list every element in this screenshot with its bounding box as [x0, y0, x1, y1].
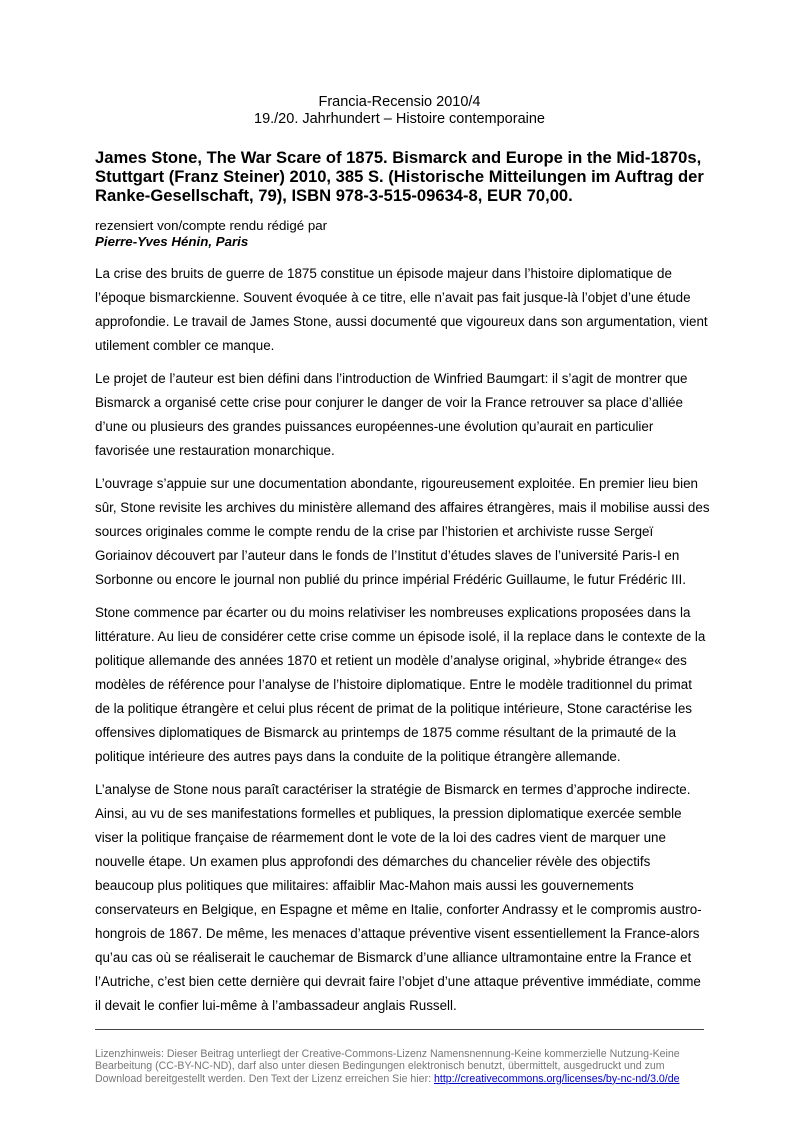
reviewer-name: Pierre-Yves Hénin, Paris [95, 234, 249, 249]
footer-divider [95, 1029, 704, 1030]
reviewer-block [95, 218, 327, 250]
license-text: Lizenzhinweis: Dieser Beitrag unterliegt der Creative-Commons-Lizenz Namensnennung-Keine kommerzielle Nutzung-Keine Bearbeitung (CC-BY-NC-ND), darf also unter diesen Bedingungen elektronisch benutzt, übermittelt, ausgedruckt und zum Download bereitgestellt werden. Den Text der Lizenz erreichen Sie hier: [95, 1048, 680, 1085]
paragraph-1: La crise des bruits de guerre de 1875 constitue un épisode majeur dans l’histoire diplomatique de l’époque bismarckienne. Souvent évoquée à ce titre, elle n’avait pas fait jusque-là l’objet d’une étude approfondie. Le travail de James Stone, aussi documenté que vigoureux dans son argumentation, vient utilement combler ce manque. [95, 266, 708, 353]
paragraph-2: Le projet de l’auteur est bien défini dans l’introduction de Winfried Baumgart: il s’agit de montrer que Bismarck a organisé cette crise pour conjurer le danger de voir la France retrouver sa place d’alliée d’une ou plusieurs des grandes puissances européennes-une évolution qu’aurait en particulier favorisée une restauration monarchique. [95, 371, 688, 458]
review-title: James Stone, The War Scare of 1875. Bismarck and Europe in the Mid-1870s, Stuttgart (Franz Steiner) 2010, 385 S. (Historische Mitteilungen im Auftrag der Ranke-Gesellschaft, 79), ISBN 978-3-515-09634-8, EUR 70,00. [95, 148, 704, 206]
license-link[interactable]: http://creativecommons.org/licenses/by-nc-nd/3.0/de [434, 1072, 680, 1085]
section-label: 19./20. Jahrhundert – Histoire contemporaine [254, 111, 545, 127]
journal-issue: Francia-Recensio 2010/4 [318, 94, 481, 110]
license-note [95, 1048, 707, 1085]
page-header [95, 94, 704, 128]
paragraph-4: Stone commence par écarter ou du moins relativiser les nombreuses explications proposées dans la littérature. Au lieu de considérer cette crise comme un épisode isolé, il la replace dans le contexte de la politique allemande des années 1870 et retient un modèle d’analyse original, »hybride étrange« des modèles de référence pour l’analyse de l’histoire diplomatique. Entre le modèle traditionnel du primat de la politique étrangère et celui plus récent de primat de la politique intérieure, Stone caractérise les offensives diplomatiques de Bismarck au printemps de 1875 comme résultant de la primauté de la politique intérieure des autres pays dans la conduite de la politique étrangère allemande. [95, 605, 706, 764]
paragraph-3: L’ouvrage s’appuie sur une documentation abondante, rigoureusement exploitée. En premier lieu bien sûr, Stone revisite les archives du ministère allemand des affaires étrangères, mais il mobilise aussi des sources originales comme le compte rendu de la crise par l’historien et archiviste russe Sergeï Goriainov découvert par l’auteur dans le fonds de l’Institut d’études slaves de l’université Paris-I en Sorbonne ou encore le journal non publié du prince impérial Frédéric Guillaume, le futur Frédéric III. [95, 476, 710, 587]
paragraph-5: L’analyse de Stone nous paraît caractériser la stratégie de Bismarck en termes d’approche indirecte. Ainsi, au vu de ses manifestations formelles et publiques, la pression diplomatique exercée semble viser la politique française de réarmement dont le vote de la loi des cadres vient de marquer une nouvelle étape. Un examen plus approfondi des démarches du chancelier révèle des objectifs beaucoup plus politiques que militaires: affaiblir Mac-Mahon mais aussi les gouvernements conservateurs en Belgique, en Espagne et même en Italie, conforter Andrassy et le compromis austro-hongrois de 1867. De même, les menaces d’attaque préventive visent essentiellement la France-alors qu’au cas où se réaliserait le cauchemar de Bismarck d’une alliance ultramontaine entre la France et l’Autriche, c’est bien cette dernière qui devrait faire l’objet d’une attaque préventive immédiate, comme il devait le confier lui-même à l’ambassadeur anglais Russell. [95, 782, 702, 1013]
review-body [95, 262, 710, 1027]
reviewer-label: rezensiert von/compte rendu rédigé par [95, 218, 328, 233]
